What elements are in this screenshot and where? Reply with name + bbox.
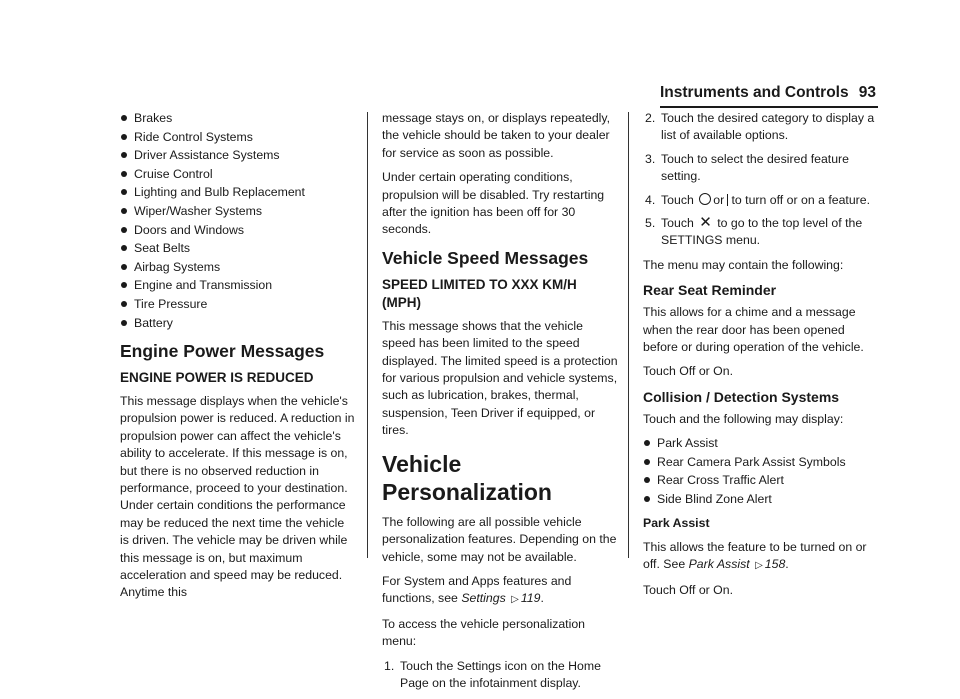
bullet-item <box>120 240 356 257</box>
bullet-item <box>643 435 879 452</box>
section-title: Instruments and Controls <box>660 84 849 101</box>
step-text: or <box>713 192 725 207</box>
bullet-item <box>643 491 879 508</box>
bullet-item <box>120 277 356 294</box>
bullet-item <box>120 315 356 332</box>
on-bar-icon <box>727 194 728 206</box>
bullet-item <box>120 110 356 127</box>
bullet-text: Brakes <box>134 111 173 125</box>
paragraph: The following are all possible vehicle personalization features. Depending on the vehicle, some may not be available. <box>382 514 617 564</box>
bullet-icon <box>121 134 127 140</box>
bullet-item <box>643 472 879 489</box>
bullet-item <box>120 184 356 201</box>
bullet-text: Driver Assistance Systems <box>134 148 280 163</box>
bullet-item <box>120 166 356 183</box>
column-3 <box>643 110 879 606</box>
bullet-item <box>120 259 356 276</box>
bullet-icon <box>121 115 127 121</box>
bullet-icon <box>644 459 650 465</box>
system-list <box>120 110 356 332</box>
vehicle-personalization-title: Vehicle Personalization <box>382 450 552 505</box>
paragraph: Under certain operating conditions, propulsion will be disabled. Try restarting after the ignition has been off for 30 seconds. <box>382 170 605 237</box>
bullet-item <box>120 147 356 164</box>
step-number: 4. <box>645 192 656 207</box>
bullet-text: Ride Control Systems <box>134 129 253 144</box>
column-divider <box>628 112 629 558</box>
header-rule <box>660 106 878 108</box>
bullet-icon <box>121 245 127 251</box>
step-list <box>382 658 618 693</box>
bullet-text: Lighting and Bulb Replacement <box>134 185 305 200</box>
bullet-text: Rear Camera Park Assist Symbols <box>657 454 846 469</box>
page-ref-icon: ▷ <box>511 594 519 606</box>
bullet-item <box>120 222 356 239</box>
step <box>382 658 618 693</box>
column-2 <box>382 110 618 699</box>
bullet-icon <box>121 227 127 233</box>
bullet-icon <box>121 208 127 214</box>
step-number: 3. <box>645 151 656 166</box>
step-number: 5. <box>645 216 656 231</box>
bullet-icon <box>644 440 650 446</box>
bullet-item <box>120 129 356 146</box>
bullet-text: Cruise Control <box>134 166 213 181</box>
step <box>643 151 879 186</box>
bullet-icon <box>121 320 127 326</box>
engine-power-subheading: ENGINE POWER IS REDUCED <box>120 369 314 385</box>
bullet-icon <box>121 189 127 195</box>
bullet-item <box>120 296 356 313</box>
step-number: 2. <box>645 111 656 125</box>
column-1 <box>120 110 356 609</box>
page-number: 93 <box>858 84 876 101</box>
page-ref[interactable]: 119 <box>520 591 541 606</box>
off-circle-icon <box>699 193 711 205</box>
paragraph: This allows for a chime and a message when the rear door has been opened before or during operation of the vehicle. <box>643 305 864 355</box>
bullet-item <box>643 454 879 471</box>
step <box>643 215 879 250</box>
bullet-text: Rear Cross Traffic Alert <box>657 473 784 488</box>
engine-power-paragraph: This message displays when the vehicle's propulsion power is reduced. A reduction in propulsion power can affect the vehicle's ability to accelerate. If this message is on, but there is no observed reduction in performance, proceed to your destination. Under certain conditions the performance may be reduced the next time the vehicle is driven. The vehicle may be driven while this message is on, but maximum acceleration and speed may be reduced. Anytime this <box>120 393 355 600</box>
bullet-text: Park Assist <box>657 436 718 451</box>
paragraph: The menu may contain the following: <box>643 257 844 272</box>
settings-link[interactable]: Settings <box>461 591 506 606</box>
column-divider <box>367 112 368 558</box>
collision-feature-list <box>643 435 879 508</box>
step-number: 1. <box>384 658 395 673</box>
close-x-icon: ✕ <box>699 214 712 232</box>
bullet-text: Side Blind Zone Alert <box>657 492 772 507</box>
step-text: to go to the top level of the SETTINGS menu. <box>661 216 863 248</box>
running-header <box>660 84 876 104</box>
page-ref[interactable]: 158 <box>764 557 786 572</box>
bullet-text: Wiper/Washer Systems <box>134 203 263 218</box>
paragraph: For System and Apps features and functions, see Settings ▷ 119. <box>382 573 618 609</box>
rear-seat-reminder-heading: Rear Seat Reminder <box>643 282 777 299</box>
step-list <box>643 110 879 250</box>
bullet-icon <box>121 152 127 158</box>
paragraph: message stays on, or displays repeatedly, the vehicle should be taken to your dealer for service as soon as possible. <box>382 111 611 160</box>
step <box>643 192 879 209</box>
bullet-icon <box>121 171 127 177</box>
paragraph: This allows the feature to be turned on or off. See Park Assist ▷ 158. <box>643 539 879 575</box>
paragraph: To access the vehicle personalization menu: <box>382 616 586 649</box>
collision-detection-heading: Collision / Detection Systems <box>643 388 840 405</box>
park-assist-label: Park Assist <box>643 516 710 531</box>
park-assist-link[interactable]: Park Assist <box>688 557 750 572</box>
bullet-text: Doors and Windows <box>134 222 245 237</box>
paragraph: Touch and the following may display: <box>643 411 844 426</box>
paragraph: This message shows that the vehicle speed has been limited to the speed displayed. The limited speed is a protection for various propulsion and vehicle systems, such as lubrication, brakes, thermal, suspension, Teen Driver if equipped, or tires. <box>382 318 618 438</box>
step <box>643 110 879 145</box>
bullet-text: Tire Pressure <box>134 296 208 311</box>
page-ref-icon: ▷ <box>755 560 763 572</box>
bullet-text: Engine and Transmission <box>134 278 273 293</box>
bullet-icon <box>644 477 650 483</box>
paragraph-text: For System and Apps features and functions, see <box>382 573 572 606</box>
bullet-text: Battery <box>134 315 173 330</box>
bullet-text: Seat Belts <box>134 241 191 256</box>
bullet-icon <box>121 264 127 270</box>
step-text: Touch the desired category to display a list of available options. <box>661 111 875 143</box>
step-text: to turn off or on a feature. <box>731 192 871 207</box>
step-text: Touch the Settings icon on the Home Page on the infotainment display. <box>400 658 601 690</box>
bullet-text: Airbag Systems <box>134 259 221 274</box>
step-text: Touch <box>661 216 694 231</box>
vehicle-speed-heading: Vehicle Speed Messages <box>382 247 589 268</box>
engine-power-heading: Engine Power Messages <box>120 340 325 361</box>
step-text: Touch to select the desired feature setting. <box>661 151 849 184</box>
bullet-icon <box>644 496 650 502</box>
speed-limited-subheading: SPEED LIMITED TO XXX KM/H (MPH) <box>382 276 577 310</box>
paragraph: Touch Off or On. <box>643 582 733 597</box>
paragraph-text: This allows the feature to be turned on or off. See <box>643 539 867 572</box>
paragraph: Touch Off or On. <box>643 364 733 379</box>
step-text: Touch <box>661 192 694 207</box>
bullet-item <box>120 203 356 220</box>
bullet-icon <box>121 301 127 307</box>
bullet-icon <box>121 282 127 288</box>
